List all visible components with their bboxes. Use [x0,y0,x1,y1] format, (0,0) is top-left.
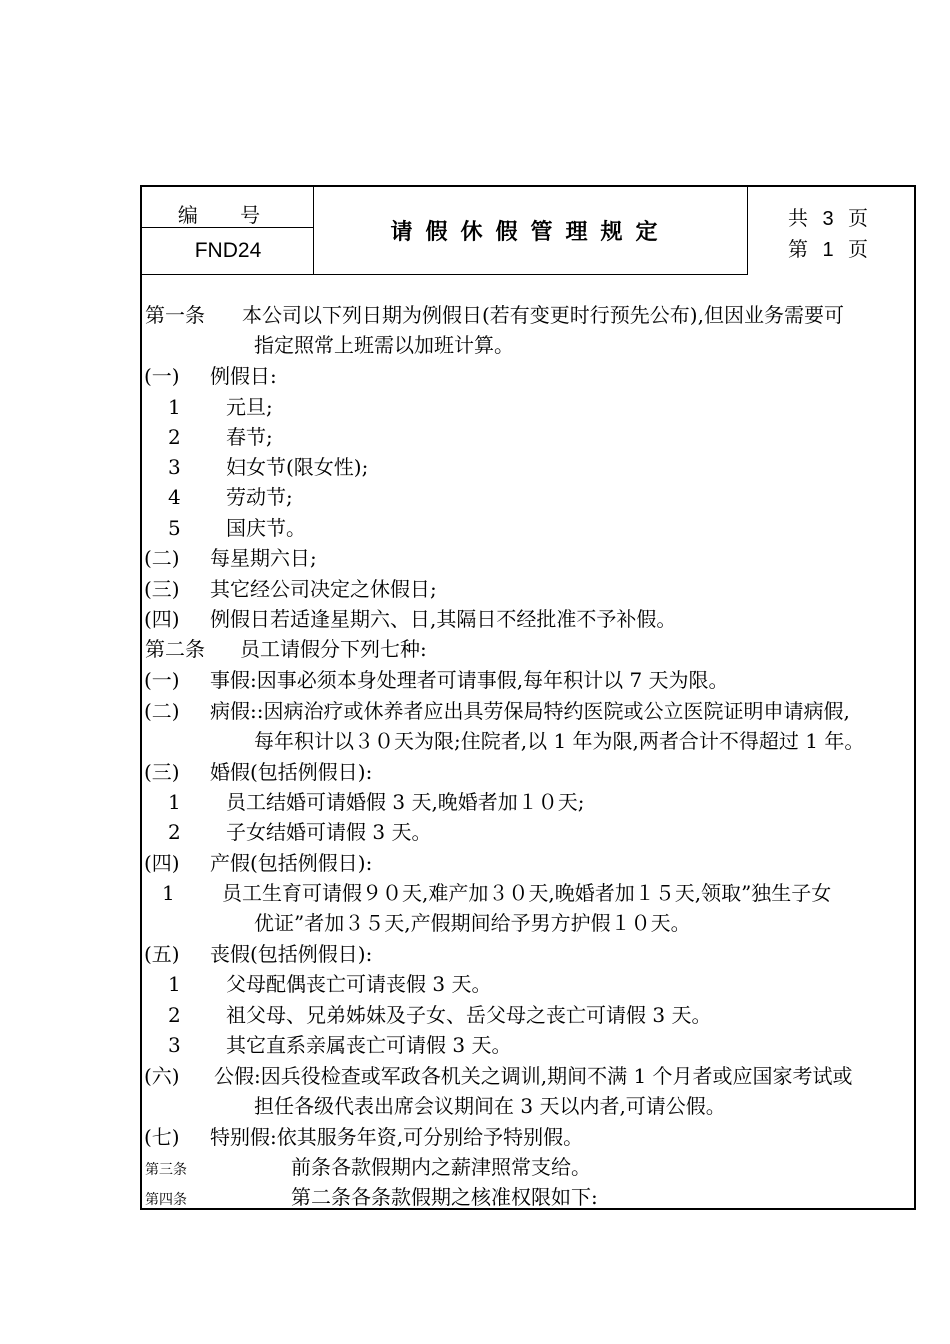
title-cell [314,187,748,275]
sub-text: 员工生育可请假９０天,难产加３０天,晚婚者加１５天,领取”独生子女 [222,881,832,905]
sub-number: 4 [168,485,181,509]
doc-code-cell [142,187,314,275]
sub-text: 优证”者加３５天,产假期间给予男方护假１０天。 [254,911,691,935]
item-label: (一) [144,668,180,692]
item-text: 事假:因事必须本身处理者可请事假,每年积计以 7 天为限。 [210,668,729,692]
item-text: 特别假:依其服务年资,可分别给予特别假。 [210,1125,584,1149]
sub-number: 2 [168,425,181,449]
sub-text: 劳动节; [226,485,293,509]
item-text: 每年积计以３０天为限;住院者,以 1 年为限,两者合计不得超过 1 年。 [254,729,865,753]
item-text: 每星期六日; [210,546,317,570]
page-info [788,203,868,265]
item-text: 公假:因兵役检查或军政各机关之调训,期间不满 1 个月者或应国家考试或 [214,1064,853,1088]
code-value: FND24 [194,239,262,262]
item-text: 担任各级代表出席会议期间在 3 天以内者,可请公假。 [254,1094,726,1118]
item-label: (三) [144,577,180,601]
item-text: 其它经公司决定之休假日; [210,577,437,601]
sub-text: 国庆节。 [226,516,306,540]
sub-text: 员工结婚可请婚假 3 天,晚婚者加１０天; [226,790,585,814]
sub-text: 其它直系亲属丧亡可请假 3 天。 [226,1033,512,1057]
article-label: 第四条 [145,1192,187,1208]
current-page: 1 [822,239,834,261]
item-text: 婚假(包括例假日): [210,760,373,784]
article-label: 第三条 [145,1162,187,1178]
code-divider [142,227,314,228]
sub-number: 1 [168,395,181,419]
sub-text: 祖父母、兄弟姊妹及子女、岳父母之丧亡可请假 3 天。 [226,1003,712,1027]
total-pages-row: 共 3 页 [788,203,868,234]
sub-text: 父母配偶丧亡可请丧假 3 天。 [226,972,492,996]
item-label: (六) [144,1064,180,1088]
sub-number: 3 [168,1033,181,1057]
item-label: (二) [144,546,180,570]
item-label: (一) [144,364,180,388]
item-label: (四) [144,851,180,875]
article-text: 本公司以下列日期为例假日(若有变更时行预先公布),但因业务需要可 [242,303,844,327]
item-text: 产假(包括例假日): [210,851,373,875]
article-label: 第一条 [145,303,205,327]
sub-text: 子女结婚可请假 3 天。 [226,820,432,844]
sub-number: 2 [168,820,181,844]
article-text: 前条各款假期内之薪津照常支给。 [291,1155,591,1179]
sub-text: 春节; [226,425,273,449]
item-label: (七) [144,1125,180,1149]
article-text: 指定照常上班需以加班计算。 [254,333,514,357]
item-label: (二) [144,699,180,723]
item-text: 例假日: [210,364,277,388]
item-label: (四) [144,607,180,631]
sub-text: 妇女节(限女性); [226,455,369,479]
article-label: 第二条 [145,637,205,661]
item-label: (五) [144,942,180,966]
article-text: 员工请假分下列七种: [240,637,427,661]
current-page-row: 第 1 页 [788,234,868,265]
sub-number: 1 [162,881,175,905]
sub-text: 元旦; [226,395,273,419]
total-pages: 3 [822,208,834,230]
sub-number: 1 [168,790,181,814]
item-label: (三) [144,760,180,784]
item-text: 病假::因病治疗或休养者应出具劳保局特约医院或公立医院证明申请病假, [210,699,850,723]
sub-number: 3 [168,455,181,479]
sub-number: 2 [168,1003,181,1027]
document-title: 请假休假管理规定 [390,220,671,245]
item-text: 丧假(包括例假日): [210,942,373,966]
sub-number: 1 [168,972,181,996]
code-label: 编 号 [177,203,279,227]
article-text: 第二条各条款假期之核准权限如下: [291,1185,598,1209]
sub-number: 5 [168,516,181,540]
item-text: 例假日若适逢星期六、日,其隔日不经批准不予补假。 [210,607,677,631]
